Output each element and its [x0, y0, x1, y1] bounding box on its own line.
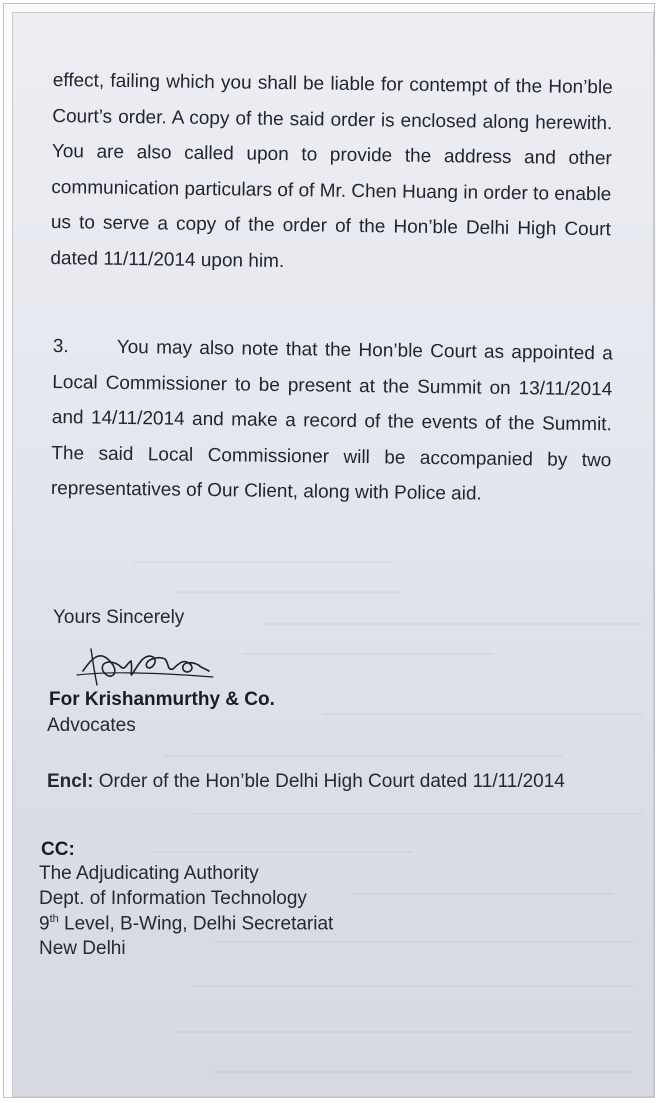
cc-line-2: Dept. of Information Technology	[39, 888, 307, 909]
firm-role: Advocates	[47, 715, 136, 736]
cc-label: CC:	[41, 839, 75, 860]
paragraph-3	[51, 329, 613, 514]
cc-line-4: New Delhi	[39, 938, 126, 959]
letter-page	[13, 13, 653, 1096]
paragraph-3-text: You may also note that the Hon’ble Court as appointed a Local Commissioner to be present at the Summit on 13/11/2014 and 14/11/2014 and make a record of the events of the Summit. The said Local Commissioner will be accompanied by two representatives of Our Client, along with Police aid.	[50, 336, 613, 505]
cc-level-suffix: th	[49, 913, 59, 925]
cc-address: Level, B-Wing, Delhi Secretariat	[58, 913, 334, 935]
closing-salutation: Yours Sincerely	[53, 607, 185, 628]
image-frame	[3, 3, 655, 1098]
handwritten-signature	[73, 641, 218, 687]
cc-line-1: The Adjudicating Authority	[39, 863, 259, 884]
firm-name: For Krishanmurthy & Co.	[49, 689, 275, 710]
cc-level-number: 9	[39, 913, 50, 935]
enclosure-label: Encl:	[47, 771, 94, 792]
paragraph-number: 3.	[52, 335, 69, 358]
cc-line-3	[39, 913, 333, 935]
enclosure-text: Order of the Hon’ble Delhi High Court dated 11/11/2014	[98, 771, 565, 792]
paragraph-2-continued: effect, failing which you shall be liable for contempt of the Hon’ble Court’s order. A copy of the said order is enclosed along herewith. You are also called upon to provide the address and other communication particulars of of Mr. Chen Huang in order to enable us to serve a copy of the order of the Hon’ble Delhi High Court dated 11/11/2014 upon him.	[50, 69, 613, 272]
enclosure-note	[47, 771, 567, 793]
